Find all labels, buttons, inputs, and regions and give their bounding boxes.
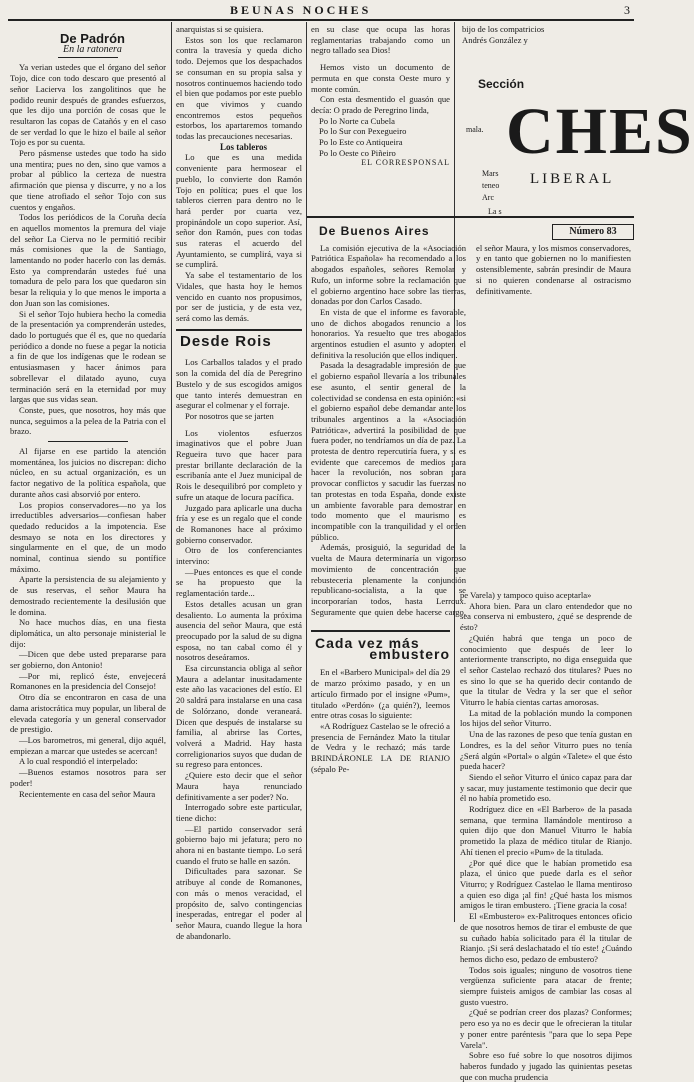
ad-side-word: Arc bbox=[482, 193, 494, 202]
paragraph: Hemos visto un documento de permuta en que consta Oeste muro y monte común. bbox=[311, 62, 450, 94]
text-line: bijo de los compatricios bbox=[462, 24, 545, 34]
paragraph: Pasada la desagradable impresión de que el gobierno español llevaría a los tribunales ese asunto, el sentir general de la colectividad se condensa en esta opinión: «si el gobierno español debe demandar ante los tribunales argentinos a la «Asociación Patriótica», advertirá la posibilidad de que fuera poder, no tendríamos un día de paz. La protesta de dentro repercutiría fuera, y si es evidente que carecemos de medios para hacer la revolución, nos sobran para provocar conflictos y sacudir las fuerzas no tan protestas en toda España, donde existe un ambiente favorable para demostrar en todo momento que el maurismo es incompatible con la tranquilidad y el orden público. bbox=[311, 360, 466, 542]
signature: EL CORRESPONSAL bbox=[361, 158, 450, 168]
paragraph: Esa circunstancia obliga al señor Maura a adelantar inusitadamente este año las vacaciones del estío. El 20 saldrá para instalarse en una casa de Solórzano, donde veraneará. Dicen que después de instalarse su familia, al abrirse las Cortes, volverá a Madrid. Hay hasta correligionarios suyos que dudan de su regreso para entonces. bbox=[176, 663, 302, 770]
text-line: Andrés González y bbox=[462, 34, 528, 45]
paragraph: Aparte la persistencia de su alejamiento y de sus reservas, el señor Maura ha demostrado recientemente la desilusión que le domina. bbox=[10, 574, 166, 617]
subhead-tableros: Los tableros bbox=[219, 141, 268, 152]
section-rule bbox=[176, 329, 302, 331]
ad-liberal: LIBERAL bbox=[530, 171, 615, 187]
article-title-desde-rois: Desde Rois bbox=[180, 332, 272, 350]
paragraph: ¿Qué se podrían creer dos plazas? Conformes; pero eso ya no es decir que le ofrecieran la titular y poner entre paréntesis "para que lo sepa Pepe Varela". bbox=[460, 1007, 632, 1050]
paragraph: ¿Quiere esto decir que el señor Maura haya renunciado definitivamente a ser poder? No. bbox=[176, 770, 302, 802]
paragraph: Estos son los que reclamaron contra la travesía y queda dicho todo. Dejemos que los despachados se consuman en su propia salsa y nosotros continuemos haciendo todo el bien que podamos por este pueblo en que vivimos y cuando encontremos estos pequeños estorbos, los apartaremos tomando todas las precauciones necesarias. bbox=[176, 34, 302, 142]
ad-side-word: mala. bbox=[466, 125, 484, 134]
paragraph: Otro día se encontraron en casa de una dama aristocrática muy popular, un liberal de elevada categoría y un general conservador de prestigio. bbox=[10, 692, 166, 735]
paragraph: Rodríguez dice en «El Barbero» de la pasada semana, que termina llamándole mentiroso a quien dijo que don Manuel Viturro le había prometido la plaza de médico titular de Rianjo. Ahí tienen el precio «Pum» de la titulada. bbox=[460, 804, 632, 857]
paragraph: Dificultades para sazonar. Se atribuye al conde de Romanones, con más o menos veracidad, el propósito de, salvo contingencias inesperadas, entregar el poder al señor Maura, cuando llegue la hora de abandonarlo. bbox=[176, 866, 302, 941]
paragraph: Pero pásmense ustedes que todo ha sido una mentira; pues no den, sino que vamos a probar al público la certeza de nuestra afirmación que piensa y discurre, y no a los que tiene atrofiado el señor Tojo con sus cuentos y engaños. bbox=[10, 148, 166, 212]
paragraph: Interrogado sobre este particular, tiene dicho: bbox=[176, 802, 302, 823]
article-column-3-top bbox=[311, 24, 450, 214]
article-de-buenos-aires bbox=[311, 222, 631, 632]
section-rule bbox=[307, 216, 634, 218]
article-body bbox=[311, 243, 631, 628]
paragraph: Siendo el señor Viturro el único capaz para dar y sacar, muy justamente testimonio que decir que él no había prometido eso. bbox=[460, 771, 632, 804]
advertisement-ches bbox=[458, 57, 694, 217]
article-title-line1: Cada vez más bbox=[315, 635, 420, 651]
article-title: De Buenos Aires bbox=[319, 224, 430, 238]
article-subtitle: En la ratonera bbox=[63, 43, 122, 55]
issue-number-box: Número 83 bbox=[552, 224, 634, 240]
paragraph: —Dicen que debe usted prepararse para ser gobierno, don Antonio! bbox=[10, 649, 166, 671]
paragraph: Conste, pues, que nosotros, hoy más que nunca, seguimos a la pelea de la Patria con el brazo. bbox=[10, 404, 166, 437]
column-4-top bbox=[462, 24, 632, 54]
paragraph: Lo que es una medida conveniente para hermosear el pueblo, lo convierte don Ramón Tojo en política; pues el que los tableros cierren para dentro no le hará perder por cuarta vez, propinándole un copo superior. Así, señor don Ramón, pues con todas sus rateras el acuerdo del Ayuntamiento, se cumplirá, vaya si se cumplirá. bbox=[176, 152, 302, 270]
ad-side-word: teneo bbox=[482, 181, 500, 190]
paragraph: Estos detalles acusan un gran desaliento. Lo aumenta la próxima ausencia del señor Maura, que está preocupado por la salud de su digna esposa, no tan cabal como él y nosotros deseáramos. bbox=[176, 598, 302, 663]
paragraph: —Buenos estamos nosotros para ser poder! bbox=[10, 767, 166, 788]
paragraph: Recientemente en casa del señor Maura bbox=[19, 788, 156, 799]
paragraph: Ya verian ustedes que el órgano del señor Tojo, dice con todo descaro que presentó al señor Lacierva los zangolitinos que he podido reunir después de grandes esfuerzos, que les dijo una porción de cosas que le resultaron las copas de Catañós y en el caso de ser verdad lo que le hizo el baile al señor Tojo es por su cuenta. bbox=[10, 62, 166, 148]
paragraph: Si el señor Tojo hubiera hecho la comedia de la presentación ya comprenderán ustedes, dado lo portugués que él es, que no quedaría periódico a donde no fuese a pegar la noticia a fin de que los indígenas que le rodean se entusiasmasen y hacer ánimos para sobrellevar el dilatado ayuno, cuya terminación será en la eternidad por muy largas que sus vidas sean. bbox=[10, 308, 166, 405]
paragraph: Ya sabe el testamentario de los Vidales, que hasta hoy le hemos vencido en cuanto nos propusimos, por ser de justicia, y de esta vez, será como las demás. bbox=[176, 270, 302, 323]
article-title: De Padrón bbox=[59, 31, 125, 46]
paragraph: La comisión ejecutiva de la «Asociación Patriótica Española» ha recomendado a los abogados españoles, señores Remolar y Rufo, un informe sobre la reclamación que el gobierno argentino hace sobre las tierras, donadas por don Carlos Casado. bbox=[311, 242, 466, 307]
paragraph: ¿Por qué dice que le habían prometido esa plaza, el único que puede darla es el señor Viturro; y Rodríguez Castelao le llama mentiroso a quien eso diga ¡al fin! ¿Qué hasta los mismos amigos le tiran embustero. ¡Tiene gracia la cosa! bbox=[460, 857, 632, 911]
poem-line: Po lo Oeste co Piñeiro bbox=[319, 147, 396, 158]
paragraph: Otro de los conferenciantes intervino: bbox=[176, 545, 302, 567]
article-title-line2: embustero bbox=[369, 645, 450, 662]
article-de-padron bbox=[10, 24, 166, 924]
paragraph: Con esta desmentido el guasón que decía: O prado de Peregrino linda, bbox=[311, 94, 450, 115]
paragraph: Al fijarse en ese partido la atención momentánea, los juicios no discrepan: dicho núcleo, en su actual organización, es un factor negativo de la política española, que durante años casi absorvió por entero. bbox=[10, 446, 166, 499]
page-number: 3 bbox=[624, 3, 630, 17]
newspaper-title: BEUNAS NOCHES bbox=[230, 3, 372, 17]
paragraph: Además, prosiguió, la seguridad de la vuelta de Maura determinaría un vigoroso movimiento de concentración que rebusteceria plenamente la conjunción republicano-socialista, a la que se incorporarían todos, hasta Lerroux. Seguramente que quien debe hacerse cargo, el señor Maura, y los mismos conservadores, y en tanto que gobiernen no lo manifiesten ostensiblemente, sabrán presindir de Maura si no quieren condenarse al ostracismo definitivamente. bbox=[311, 242, 631, 617]
title-rule bbox=[58, 57, 118, 58]
article-cada-vez-mas-embustero bbox=[311, 630, 450, 922]
paragraph: Juzgado para aplicarle una ducha fría y ese es un regalo que el conde de Romanones hace al próximo gobierno conservador. bbox=[176, 502, 302, 545]
paragraph: —Pues entonces es que el conde se ha propuesto que la reglamentación tarde... bbox=[176, 566, 302, 599]
section-rule bbox=[311, 630, 450, 632]
poem bbox=[311, 116, 450, 159]
paragraph: pe Varela) y tampoco quiso aceptarla» bbox=[460, 590, 592, 600]
paragraph: —El partido conservador será gobierno bajo mi jefatura; pero no ahora ni en bastante tiempo. Lo será cuando el fruto se halle en sazón. bbox=[176, 823, 302, 866]
paragraph: Sobre eso fué sobre lo que nosotros dijimos haberos fundado y jugado las quinientas pesetas que con mucha prudencia bbox=[460, 1050, 632, 1082]
paragraph: anarquistas si se quisiera. bbox=[176, 24, 264, 34]
article-column-2 bbox=[176, 24, 302, 941]
poem-line: Po lo Norte ca Cubela bbox=[319, 115, 395, 126]
paragraph: A lo cual respondió el interpelado: bbox=[19, 756, 138, 767]
article-column-5 bbox=[460, 590, 632, 1082]
paragraph: Por nosotros que se jarten bbox=[185, 410, 274, 421]
paragraph: Los propios conservadores—no ya los irreductibles adversarios—confiesan haber quedado reducidos a la impotencia. Ese desmayo se nota en los directores y singularmente en el que, de un modo nominal, continua siendo su pontífice máximo. bbox=[10, 499, 166, 574]
paragraph: —Los barometros, mi general, dijo aquél, empiezan a marcar que ustedes se acercan! bbox=[10, 735, 166, 756]
paragraph: En vista de que el informe es favorable, uno de dichos abogados renuncio a los honorarios. Ya resuelto que tres abogados argentinos estudien el asunto y adopten el definitiva la resolución que ellos indiquen. bbox=[311, 306, 466, 360]
column-divider bbox=[171, 22, 172, 922]
paragraph: Una de las razones de peso que tenía gustan en Londres, es la del señor Viturro pues no tenía ¿Será algún «Portal» o algún «Talete» el que ésto pueda hacer? bbox=[460, 729, 632, 772]
masthead bbox=[0, 2, 642, 18]
paragraph: Ahora bien. Para un claro entendedor que no sea conserva ni embustero, ¿qué se desprende de ésto? bbox=[460, 600, 632, 633]
paragraph: En el «Barbero Municipal» del día 29 de marzo próximo pasado, y en un artículo firmado por el insigne «Pum», titulado «Perdón» (¿a quién?), leemos entre otras cosas lo siguiente: bbox=[311, 667, 450, 721]
paragraph: Todos los periódicos de la Coruña decía en aquellos momentos la premura del viaje del señor La Cierva no le permitió recibir más comisiones que la de Santiago, lamentando no poder hacerlo con las demás. Esto ya comprendarán ustedes fué una tomadura de pelo para los que quedaron sin besar la reliquia y lo que menos le importa a don Juan son las comisiones. bbox=[10, 212, 166, 308]
ad-brand: CHES bbox=[506, 95, 694, 168]
poem-line: Po lo Este co Antiqueira bbox=[319, 137, 403, 148]
poem-line: Po lo Sur con Pexegueiro bbox=[319, 126, 407, 137]
paragraph: ¿Quién habrá que tenga un poco de conocimiento que después de leer lo anteriormente transcripto, no diga enseguida que el señor Castelao rechazó dos titulares? Pues no es sino lo que se ha querido decir contando de que la titular de Vedra y la ser que el señor Viturro le había cientas cartas amorosas. bbox=[460, 632, 632, 708]
paragraph: Los Carballos talados y el prado son la comida del día de Peregrino Bustelo y de sus escogidos amigos que tanto interés demuestran en asegurar el colmenar y el forraje. bbox=[176, 357, 302, 411]
section-rule bbox=[48, 441, 128, 442]
paragraph: No hace muchos días, en una fiesta diplomática, un alto personaje ministerial le dijo: bbox=[10, 617, 166, 649]
ad-seccion: Sección bbox=[478, 77, 525, 91]
paragraph: —Por mi, replicó éste, envejecerá Romanones en la presidencia del Consejo! bbox=[10, 670, 166, 692]
ad-side-word: Mars bbox=[482, 169, 499, 178]
paragraph: en su clase que ocupa las horas reglamentarias trabajando como un negro tallado sea Dios! bbox=[311, 24, 450, 56]
masthead-rule bbox=[8, 19, 634, 21]
paragraph: Todos sois iguales; ninguno de vosotros tiene vergüenza suficiente para atacar de frente; siempre fuisteis amigos de cambiar las cosas al gusto vuestro. bbox=[460, 964, 632, 1007]
column-divider bbox=[306, 22, 307, 922]
paragraph: El «Embustero» ex-Palitroques entonces oficio de que nosotros hemos de tirar el embuste de que su cuñado había solicitado para él la titular de Rianjo. ¡Si será deslachatado el tío este! ¿Cuándo hemos dicho eso, pedazo de embustero? bbox=[460, 911, 632, 964]
paragraph: «A Rodríguez Castelao se le ofreció a presencia de Fernández Mato la titular de Vedra y le rechazó; más tarde BRINDÁRONLE LA DE RIANJO (sépalo Pe- bbox=[311, 720, 450, 774]
ad-side-word: La s bbox=[488, 207, 502, 216]
paragraph: La mitad de la población mundo la componen los hijos del señor Viturro. bbox=[460, 707, 632, 729]
paragraph: Los violentos esfuerzos imaginativos que el pobre Juan Regueira tuvo que hacer para prestar brillante declaración de la escribanía ante el Juez municipal de Rois le desequilibró por completo y sufre un ataque de locura pacífica. bbox=[176, 427, 302, 502]
